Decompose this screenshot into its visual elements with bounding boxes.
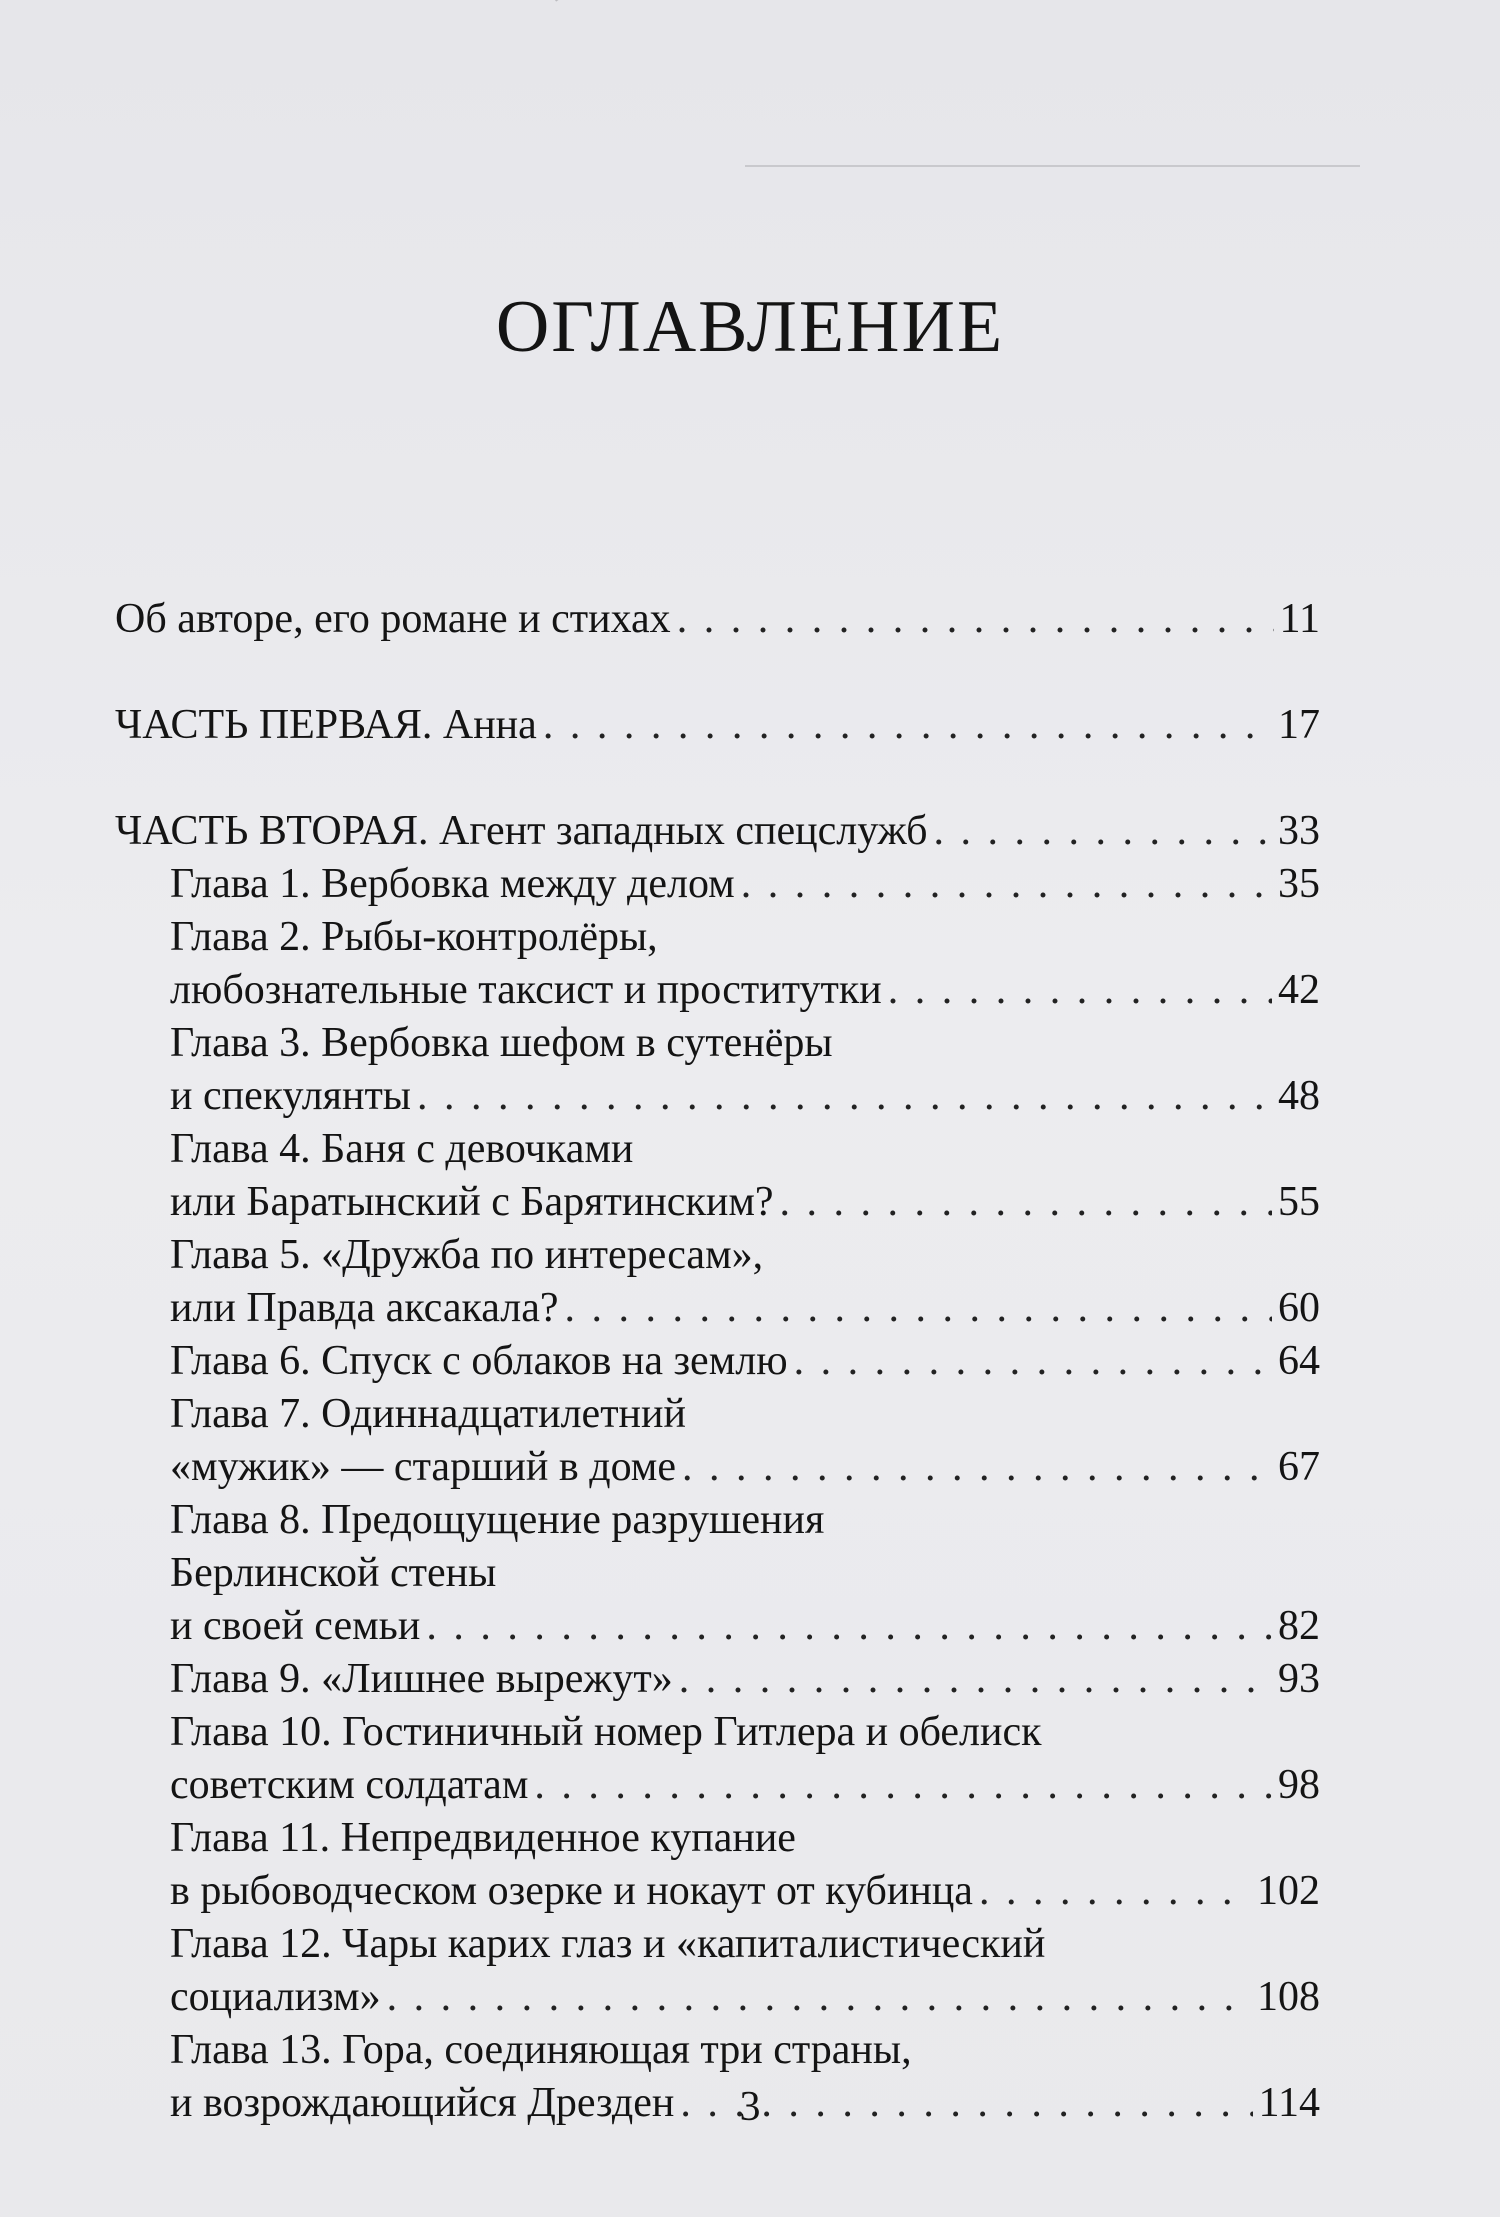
toc-entry-text: любознательные таксист и проститутки xyxy=(170,967,882,1013)
toc-entry xyxy=(115,1123,1320,1229)
toc-entry-text: Глава 9. «Лишнее вырежут» xyxy=(170,1656,673,1702)
dot-leader xyxy=(679,1653,1272,1706)
toc-page-number: 11 xyxy=(1279,596,1320,642)
toc-entry xyxy=(115,1017,1320,1123)
toc-entry xyxy=(115,805,1320,858)
toc-entry xyxy=(115,1388,1320,1494)
toc-entry-text: Глава 11. Непредвиденное купание xyxy=(170,1815,796,1861)
toc-entry-text: Глава 1. Вербовка между делом xyxy=(170,861,735,907)
toc-entry-row xyxy=(170,964,1320,1017)
page-number: 3 xyxy=(739,2084,761,2130)
dot-leader xyxy=(534,1759,1272,1812)
toc-entry-row xyxy=(170,1971,1320,2024)
toc-entry-text: социализм» xyxy=(170,1974,381,2020)
toc-entry-row xyxy=(115,699,1320,752)
toc-entry-text: ЧАСТЬ ПЕРВАЯ. Анна xyxy=(115,702,537,748)
toc-page-number: 42 xyxy=(1278,967,1320,1013)
toc-entry-row xyxy=(170,1282,1320,1335)
toc-page-number: 64 xyxy=(1278,1338,1320,1384)
toc-entry xyxy=(115,1494,1320,1653)
toc-entry-text: ЧАСТЬ ВТОРАЯ. Агент западных спецслужб xyxy=(115,808,928,854)
toc-entry-row xyxy=(115,805,1320,858)
toc-entry-text: Глава 3. Вербовка шефом в сутенёры xyxy=(170,1020,833,1066)
toc-entry-row xyxy=(170,858,1320,911)
toc-page-number: 98 xyxy=(1278,1762,1320,1808)
table-of-contents xyxy=(115,593,1320,2130)
toc-entry-text: Глава 8. Предощущение разрушения xyxy=(170,1497,825,1543)
toc-entry xyxy=(115,1706,1320,1812)
toc-entry-text: Берлинской стены xyxy=(170,1550,497,1596)
toc-entry-row xyxy=(170,1176,1320,1229)
toc-entry-text: или Правда аксакала? xyxy=(170,1285,559,1331)
toc-entry-text: Глава 4. Баня с девочками xyxy=(170,1126,634,1172)
spacer xyxy=(115,646,1320,699)
dot-leader xyxy=(794,1335,1272,1388)
toc-page-number: 102 xyxy=(1257,1868,1320,1914)
toc-page-number: 48 xyxy=(1278,1073,1320,1119)
toc-page-number: 60 xyxy=(1278,1285,1320,1331)
dot-leader xyxy=(677,593,1274,646)
toc-entry-text: Об авторе, его романе и стихах xyxy=(115,596,671,642)
toc-entry xyxy=(115,1229,1320,1335)
toc-entry-text: в рыбоводческом озерке и нокаут от кубинца xyxy=(170,1868,973,1914)
toc-page-number: 108 xyxy=(1257,1974,1320,2020)
toc-entry-text: и своей семьи xyxy=(170,1603,421,1649)
toc-entry xyxy=(115,1335,1320,1388)
toc-page-number: 55 xyxy=(1278,1179,1320,1225)
spacer xyxy=(115,752,1320,805)
dot-leader xyxy=(417,1070,1272,1123)
toc-page-number: 114 xyxy=(1258,2080,1320,2126)
toc-entry xyxy=(115,699,1320,752)
dot-leader xyxy=(979,1865,1251,1918)
toc-entry-text: Глава 5. «Дружба по интересам», xyxy=(170,1232,764,1278)
dot-leader xyxy=(934,805,1273,858)
toc-entry-row xyxy=(170,1865,1320,1918)
toc-entry-text: советским солдатам xyxy=(170,1762,529,1808)
toc-page-number: 17 xyxy=(1278,702,1320,748)
dot-leader xyxy=(426,1600,1272,1653)
toc-entry-text: Глава 12. Чары карих глаз и «капиталистический xyxy=(170,1921,1046,1967)
toc-entry-text: «мужик» — старший в доме xyxy=(170,1444,676,1490)
toc-entry-row xyxy=(170,1759,1320,1812)
toc-page-number: 33 xyxy=(1278,808,1320,854)
toc-entry-text: Глава 10. Гостиничный номер Гитлера и обелиск xyxy=(170,1709,1042,1755)
toc-entry-text: Глава 6. Спуск с облаков на землю xyxy=(170,1338,788,1384)
dot-leader xyxy=(682,1441,1272,1494)
dot-leader xyxy=(888,964,1272,1017)
dot-leader xyxy=(780,1176,1272,1229)
toc-page-number: 67 xyxy=(1278,1444,1320,1490)
toc-entry-row xyxy=(115,593,1320,646)
toc-entry-text: Глава 2. Рыбы-контролёры, xyxy=(170,914,658,960)
toc-entry xyxy=(115,911,1320,1017)
toc-entry-text: или Баратынский с Барятинским? xyxy=(170,1179,774,1225)
toc-page-number: 35 xyxy=(1278,861,1320,907)
toc-entry-row xyxy=(170,1335,1320,1388)
toc-entry-text: Глава 13. Гора, соединяющая три страны, xyxy=(170,2027,912,2073)
page-title: ОГЛАВЛЕНИЕ xyxy=(495,286,1005,368)
dot-leader xyxy=(543,699,1272,752)
toc-entry-text: Глава 7. Одиннадцатилетний xyxy=(170,1391,686,1437)
dot-leader xyxy=(741,858,1272,911)
toc-entry xyxy=(115,1918,1320,2024)
toc-page-number: 93 xyxy=(1278,1656,1320,1702)
toc-page-number: 82 xyxy=(1278,1603,1320,1649)
toc-entry-row xyxy=(170,1653,1320,1706)
toc-entry xyxy=(115,858,1320,911)
toc-entry-row xyxy=(170,1441,1320,1494)
toc-entry-text: и спекулянты xyxy=(170,1073,412,1119)
dot-leader xyxy=(565,1282,1273,1335)
toc-entry-row xyxy=(170,1600,1320,1653)
toc-entry xyxy=(115,593,1320,646)
decorative-line xyxy=(555,0,605,2)
dot-leader xyxy=(387,1971,1251,2024)
toc-entry xyxy=(115,1812,1320,1918)
toc-entry-row xyxy=(170,1070,1320,1123)
show-through-rule xyxy=(745,165,1360,167)
toc-entry xyxy=(115,1653,1320,1706)
toc-entry-text: и возрождающийся Дрезден xyxy=(170,2080,675,2126)
